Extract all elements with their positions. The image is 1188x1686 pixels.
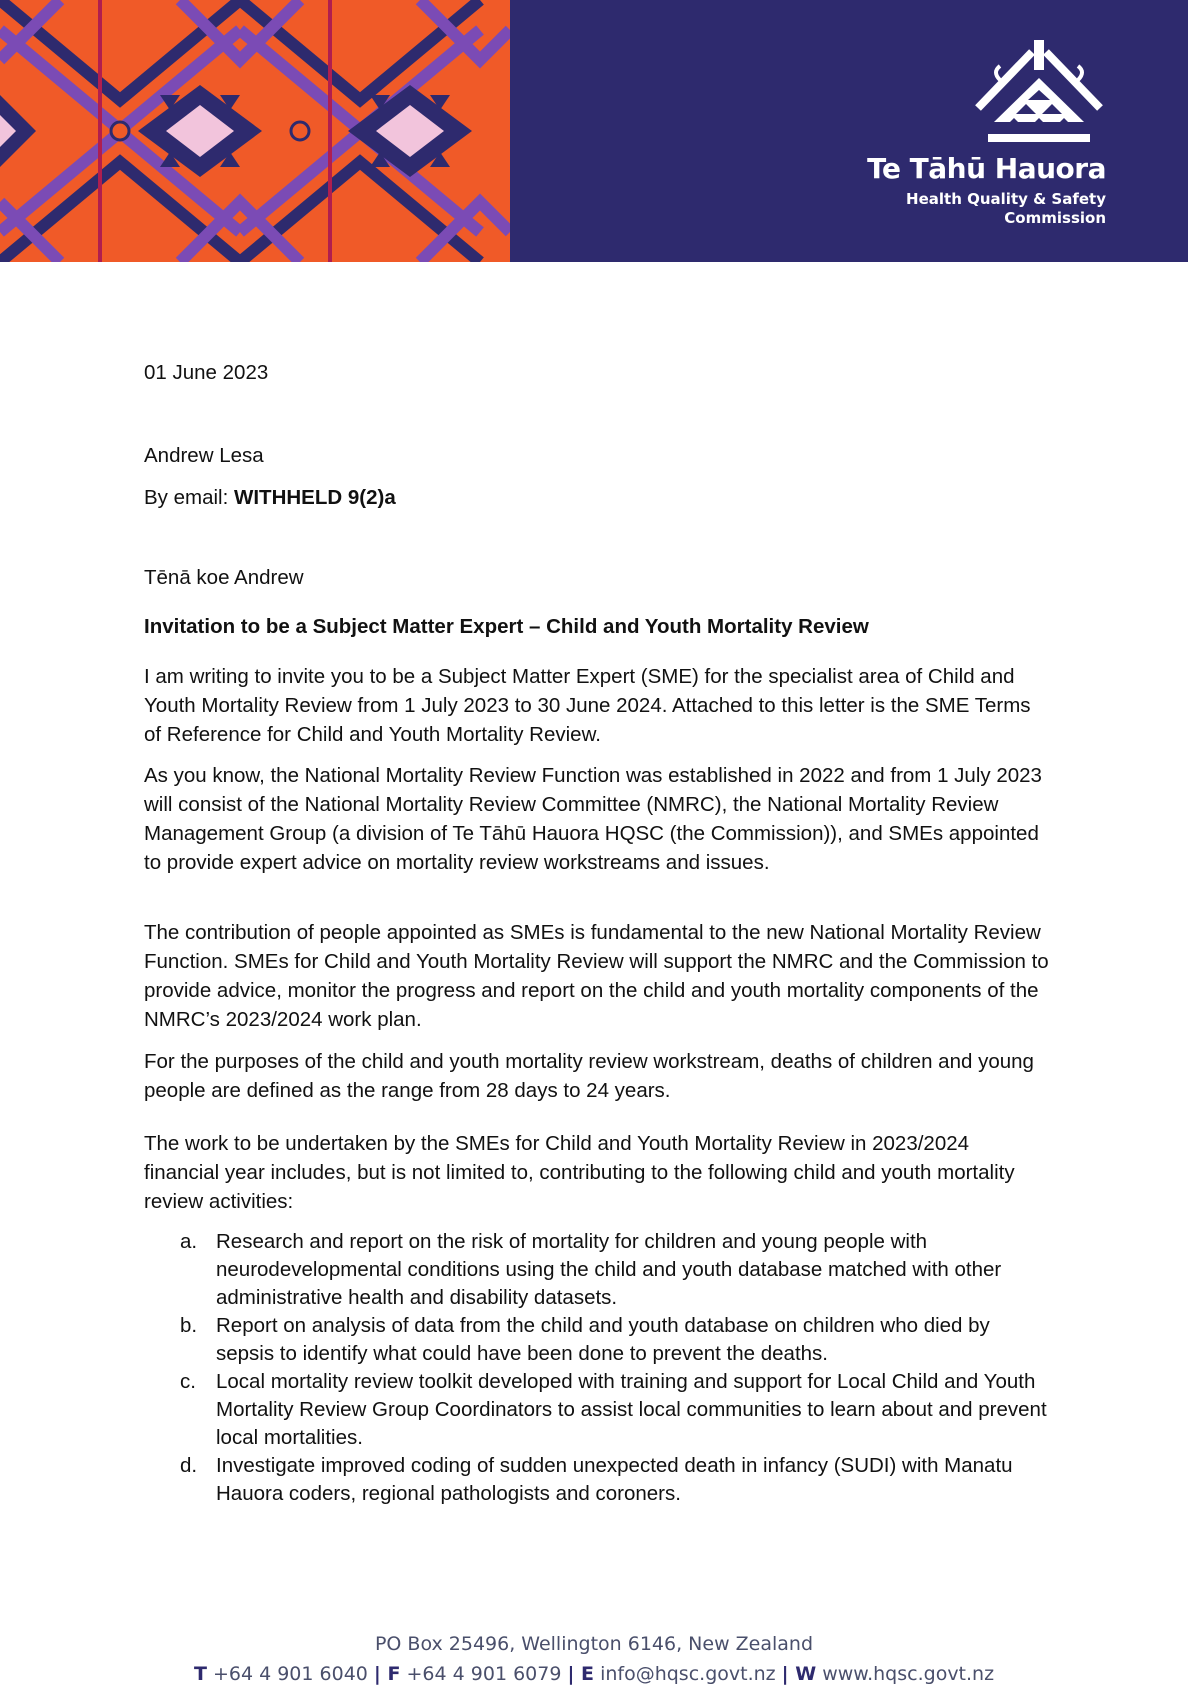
footer-address: PO Box 25496, Wellington 6146, New Zealand: [374, 1633, 814, 1655]
list-marker: c.: [180, 1370, 196, 1393]
list-item-text: Investigate improved coding of sudden unexpected death in infancy (SUDI) with Manatu Hauora coders, regional pathologists and coroners.: [216, 1454, 1013, 1505]
list-marker: d.: [180, 1454, 198, 1477]
letter-subject: Invitation to be a Subject Matter Expert – Child and Youth Mortality Review: [144, 615, 869, 638]
kowhaiwhai-pattern: [0, 0, 510, 262]
fax-label: | F: [373, 1663, 401, 1685]
body-paragraph: The work to be undertaken by the SMEs for Child and Youth Mortality Review in 2023/2024 financial year includes, but is not limited to, contributing to the following child and youth mortality review activities:: [144, 1132, 1015, 1213]
list-marker: a.: [180, 1230, 198, 1253]
list-item-text: Local mortality review toolkit developed with training and support for Local Child and Youth Mortality Review Group Coordinators to assist local communities to learn about and prevent local mortalities.: [216, 1370, 1047, 1449]
recipient-email-line: [144, 483, 1049, 512]
email-label-footer: | E: [567, 1663, 595, 1685]
activities-list: [180, 1228, 1050, 1508]
org-subtitle-line1: Health Quality & Safety: [906, 190, 1106, 208]
salutation: Tēnā koe Andrew: [144, 566, 304, 589]
letter-date: 01 June 2023: [144, 361, 269, 384]
list-item-text: Report on analysis of data from the child and youth database on children who died by sepsis to identify what could have been done to prevent the deaths.: [216, 1314, 990, 1365]
list-item: [180, 1452, 1050, 1508]
web-label: | W: [781, 1663, 817, 1685]
footer-email-link[interactable]: info@hqsc.govt.nz: [594, 1663, 782, 1685]
brand-panel: [510, 0, 1188, 262]
list-item: [180, 1228, 1050, 1312]
fax-value: +64 4 901 6079: [400, 1663, 568, 1685]
email-label: By email:: [144, 486, 234, 509]
list-item: [180, 1312, 1050, 1368]
list-item: [180, 1368, 1050, 1452]
body-paragraph: The contribution of people appointed as SMEs is fundamental to the new National Mortality Review Function. SMEs for Child and Youth Mortality Review will support the NMRC and the Commission to provide advice, monitor the progress and report on the child and youth mortality components of the NMRC’s 2023/2024 work plan.: [144, 921, 1049, 1031]
phone-value: +64 4 901 6040: [206, 1663, 374, 1685]
body-paragraph: As you know, the National Mortality Review Function was established in 2022 and from 1 July 2023 will consist of the National Mortality Review Committee (NMRC), the National Mortality Review Management Group (a division of Te Tāhū Hauora HQSC (the Commission)), and SMEs appointed to provide expert advice on mortality review workstreams and issues.: [144, 764, 1042, 874]
pattern-graphic: [0, 0, 510, 262]
footer-website-link[interactable]: www.hqsc.govt.nz: [816, 1663, 995, 1685]
list-marker: b.: [180, 1314, 198, 1337]
phone-label: T: [193, 1663, 207, 1685]
body-paragraph: For the purposes of the child and youth mortality review workstream, deaths of children and young people are defined as the range from 28 days to 24 years.: [144, 1050, 1034, 1102]
email-value: WITHHELD 9(2)a: [234, 486, 396, 509]
whare-logo-icon: [970, 38, 1108, 142]
body-paragraph: I am writing to invite you to be a Subject Matter Expert (SME) for the specialist area of Child and Youth Mortality Review from 1 July 2023 to 30 June 2024. Attached to this letter is the SME Terms of Reference for Child and Youth Mortality Review.: [144, 665, 1031, 746]
list-item-text: Research and report on the risk of mortality for children and young people with neurodevelopmental conditions using the child and youth database matched with other administrative health and disability datasets.: [216, 1230, 1002, 1309]
recipient-name: Andrew Lesa: [144, 444, 264, 467]
org-subtitle-line2: Commission: [1004, 209, 1106, 227]
footer-contacts: [0, 1663, 1188, 1685]
letterhead-banner: [0, 0, 1188, 262]
org-name: Te Tāhū Hauora: [867, 152, 1106, 185]
